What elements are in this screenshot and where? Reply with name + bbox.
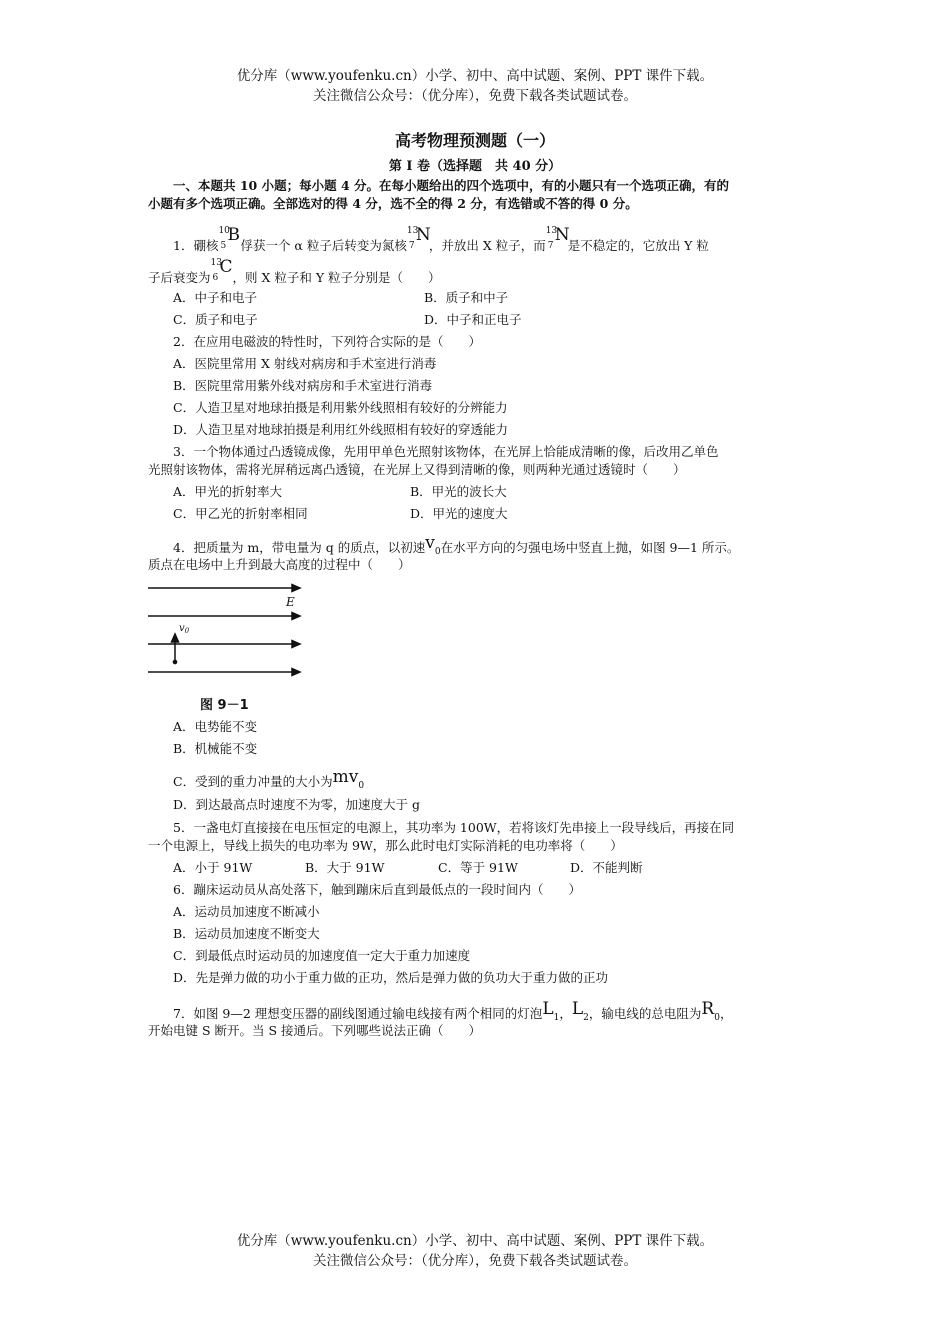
q4-line-2: 质点在电场中上升到最大高度的过程中（ ） <box>148 557 411 572</box>
q6-option-c: C．到最低点时运动员的加速度值一定大于重力加速度 <box>173 948 471 963</box>
q2-option-b: B．医院里常用紫外线对病房和手术室进行消毒 <box>173 378 433 393</box>
q2-option-d: D．人造卫星对地球拍摄是利用红外线照相有较好的穿透能力 <box>173 422 509 437</box>
q2-option-c: C．人造卫星对地球拍摄是利用紫外线照相有较好的分辨能力 <box>173 400 508 415</box>
q5-option-d: D．不能判断 <box>570 860 643 875</box>
q6-option-b: B．运动员加速度不断变大 <box>173 926 320 941</box>
header-line-2: 关注微信公众号：（优分库），免费下载各类试题试卷。 <box>313 88 637 104</box>
q2-stem: 2．在应用电磁波的特性时，下列符合实际的是（ ） <box>173 334 481 349</box>
section-intro-1: 一、本题共 10 小题；每小题 4 分。在每小题给出的四个选项中，有的小题只有一个选项正确，有的 <box>173 178 730 193</box>
velocity-arrow-head <box>172 634 179 642</box>
isotope-nitrogen-2: 13 7 N <box>545 225 570 251</box>
q1-option-c: C．质子和电子 <box>173 312 258 327</box>
q6-option-a: A．运动员加速度不断减小 <box>173 904 320 919</box>
particle-dot <box>173 660 176 663</box>
page-title: 高考物理预测题（一） <box>394 131 555 150</box>
q5-option-b: B．大于 91W <box>305 860 385 875</box>
figure-caption: 图 9－1 <box>200 698 249 713</box>
q1-option-b: B．质子和中子 <box>424 290 509 305</box>
section-intro-2: 小题有多个选项正确。全部选对的得 4 分，选不全的得 2 分，有选错或不答的得 0 分。 <box>148 196 638 211</box>
q3-option-d: D．甲光的速度大 <box>410 506 508 521</box>
q7-line-2: 开始电键 S 断开。当 S 接通后。下列哪些说法正确（ ） <box>148 1023 482 1038</box>
q4-line-1: 4．把质量为 m，带电量为 q 的质点，以初速$v_0$在水平方向的匀强电场中竖直上抛，如图 9—1 所示。 <box>173 533 740 557</box>
isotope-boron: 10 5 B <box>218 225 240 251</box>
field-arrow-3 <box>292 641 300 648</box>
q5-option-a: A．小于 91W <box>173 860 253 875</box>
page-subtitle: 第 I 卷（选择题 共 40 分） <box>388 159 562 174</box>
page-footer <box>0 1231 950 1271</box>
isotope-nitrogen: 13 7 N <box>406 225 431 251</box>
q4-option-c: C．受到的重力冲量的大小为$mv_0$ <box>173 767 365 791</box>
q3-line-1: 3．一个物体通过凸透镜成像，先用甲单色光照射该物体，在光屏上恰能成清晰的像，后改用乙单色 <box>173 444 719 459</box>
header-line-1: 优分库（www.youfenku.cn）小学、初中、高中试题、案例、PPT 课件下载。 <box>236 68 714 84</box>
q4-option-b: B．机械能不变 <box>173 741 258 756</box>
q4-option-d: D．到达最高点时速度不为零，加速度大于 g <box>173 797 420 812</box>
q5-line-1: 5．一盏电灯直接接在电压恒定的电源上，其功率为 100W，若将该灯先串接上一段导线后，再接在同 <box>173 820 735 835</box>
footer-line-2: 关注微信公众号：（优分库），免费下载各类试题试卷。 <box>313 1253 637 1269</box>
q1-option-d: D．中子和正电子 <box>424 312 522 327</box>
field-arrow-2 <box>292 613 300 620</box>
velocity-label: $v_0$ <box>179 623 190 635</box>
page-header <box>0 66 950 106</box>
q1-line-1: 1．硼核 10 5 B 俘获一个 α 粒子后转变为氮核 13 7 N ，并放出 X 粒子，而 13 7 N 是不稳定的，它放出 Y 粒 <box>173 225 709 253</box>
q1-line-2: 子后衰变为 13 6 C ，则 X 粒子和 Y 粒子分别是（ ） <box>148 257 441 285</box>
figure-9-1 <box>148 582 308 682</box>
q6-option-d: D．先是弹力做的功小于重力做的正功，然后是弹力做的负功大于重力做的正功 <box>173 970 609 985</box>
q4-option-a: A．电势能不变 <box>173 719 258 734</box>
field-arrow-1 <box>292 585 300 592</box>
q1-option-a: A．中子和电子 <box>173 290 258 305</box>
q3-option-a: A．甲光的折射率大 <box>173 484 283 499</box>
field-arrow-4 <box>292 669 300 676</box>
q6-stem: 6．蹦床运动员从高处落下，触到蹦床后直到最低点的一段时间内（ ） <box>173 882 581 897</box>
q3-line-2: 光照射该物体，需将光屏稍远离凸透镜，在光屏上又得到清晰的像，则两种光通过透镜时（ ） <box>148 462 686 477</box>
footer-line-1: 优分库（www.youfenku.cn）小学、初中、高中试题、案例、PPT 课件下载。 <box>236 1233 714 1249</box>
q5-option-c: C．等于 91W <box>438 860 518 875</box>
q3-option-c: C．甲乙光的折射率相同 <box>173 506 308 521</box>
q3-option-b: B．甲光的波长大 <box>410 484 507 499</box>
q7-line-1: 7．如图 9—2 理想变压器的副线图通过输电线接有两个相同的灯泡$L_1$，$L_2$，输电线的总电阻为$R_0$， <box>173 999 733 1023</box>
q2-option-a: A．医院里常用 X 射线对病房和手术室进行消毒 <box>173 356 437 371</box>
q5-line-2: 一个电源上，导线上损失的电功率为 9W，那么此时电灯实际消耗的电功率将（ ） <box>148 838 623 853</box>
field-label-e: E <box>286 595 295 609</box>
isotope-carbon: 13 6 C <box>210 257 233 283</box>
